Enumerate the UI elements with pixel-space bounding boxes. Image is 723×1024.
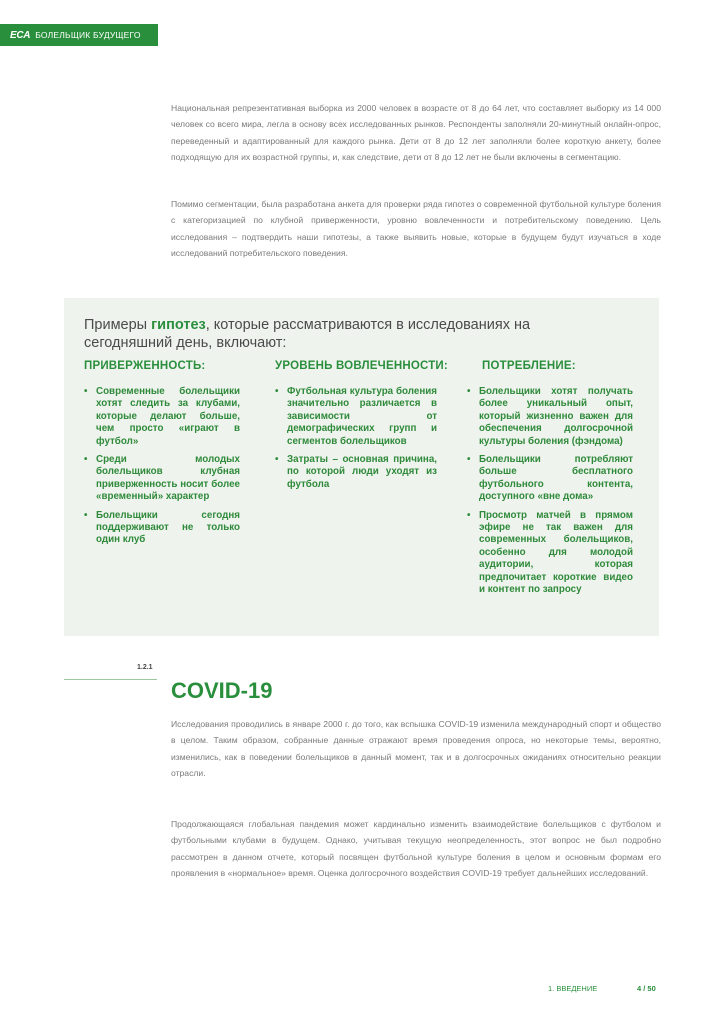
header-title: БОЛЕЛЬЩИК БУДУЩЕГО bbox=[35, 30, 141, 40]
list-item: • Затраты – основная причина, по которой люди уходят из футбола bbox=[275, 454, 437, 491]
page-number: 4 / 50 bbox=[637, 984, 656, 993]
covid-paragraph-2: Продолжающаяся глобальная пандемия может кардинально изменить взаимодействие болельщиков с футболом и футбольными клубами в будущем. Однако, учитывая текущую неопределенность, этот вопрос не был подробно рассмотрен в данном отчете, который посвящен футбольной культуре боления в целом и основным формам его проявления в «нормальное» время. Оценка долгосрочного воздействия COVID-19 требует дальнейших исследований. bbox=[171, 819, 661, 878]
section-title: COVID-19 bbox=[171, 678, 273, 703]
section-divider bbox=[64, 679, 157, 680]
list-item: • Футбольная культура боления значительно различается в зависимости от демографических групп и сегментов болельщиков bbox=[275, 386, 437, 448]
column-heading-commitment: ПРИВЕРЖЕННОСТЬ: bbox=[84, 360, 206, 372]
covid-paragraph-1: Исследования проводились в январе 2000 г. до того, как вспышка COVID-19 изменила международный спорт и общество в целом. Таким образом, собранные данные отражают время проведения опроса, но некоторые темы, вероятно, изменились, как в поведении болельщиков в данный момент, так и в долгосрочных ожиданиях относительно реакции отрасли. bbox=[171, 719, 661, 778]
column-engagement bbox=[275, 386, 437, 497]
list-item: • Современные болельщики хотят следить за клубами, которые делают больше, чем просто «играют в футбол» bbox=[84, 386, 240, 448]
hypotheses-box bbox=[64, 298, 659, 636]
list-item: • Болельщики потребляют больше бесплатного футбольного контента, доступного «вне дома» bbox=[467, 454, 633, 504]
list-item: • Просмотр матчей в прямом эфире не так важен для современных болельщиков, особенно для молодой аудитории, которая предпочитает короткие видео и контент по запросу bbox=[467, 510, 633, 597]
header-bar bbox=[0, 24, 158, 46]
list-item: • Болельщики сегодня поддерживают не только один клуб bbox=[84, 510, 240, 547]
hypotheses-title-highlight: гипотез bbox=[151, 317, 206, 333]
intro-paragraph-1: Национальная репрезентативная выборка из 2000 человек в возрасте от 8 до 64 лет, что составляет выборку из 14 000 человек со всего мира, легла в основу всех исследованных рынков. Респонденты заполняли 20-минутный онлайн-опрос, переведенный и адаптированный для каждого рынка. Дети от 8 до 12 лет заполняли более короткую анкету, более подходящую для их возрастной группы, и, как следствие, дети от 8 до 12 лет не были включены в сегментацию. bbox=[171, 103, 661, 162]
section-number: 1.2.1 bbox=[137, 664, 153, 671]
intro-paragraph-2: Помимо сегментации, была разработана анкета для проверки ряда гипотез о современной футбольной культуре боления с категоризацией по клубной приверженности, уровню вовлеченности и потребительскому поведению. Цель исследования – подтвердить наши гипотезы, а также выявить новые, которые в будущем будут изучаться в ходе исследований потребительского поведения. bbox=[171, 199, 661, 258]
hypotheses-title: Примеры гипотез, которые рассматриваются в исследованиях на сегодняшний день, включают: bbox=[84, 317, 531, 351]
column-heading-engagement: УРОВЕНЬ ВОВЛЕЧЕННОСТИ: bbox=[275, 360, 448, 372]
list-item: • Болельщики хотят получать более уникальный опыт, который жизненно важен для обеспечения долгосрочной культуры боления (фэндома) bbox=[467, 386, 633, 448]
column-heading-consumption: ПОТРЕБЛЕНИЕ: bbox=[482, 360, 576, 372]
list-item: • Среди молодых болельщиков клубная приверженность носит более «временный» характер bbox=[84, 454, 240, 504]
column-commitment bbox=[84, 386, 240, 553]
footer-section: 1. ВВЕДЕНИЕ bbox=[548, 984, 598, 993]
column-consumption bbox=[467, 386, 633, 603]
eca-logo: ECA bbox=[10, 29, 31, 41]
